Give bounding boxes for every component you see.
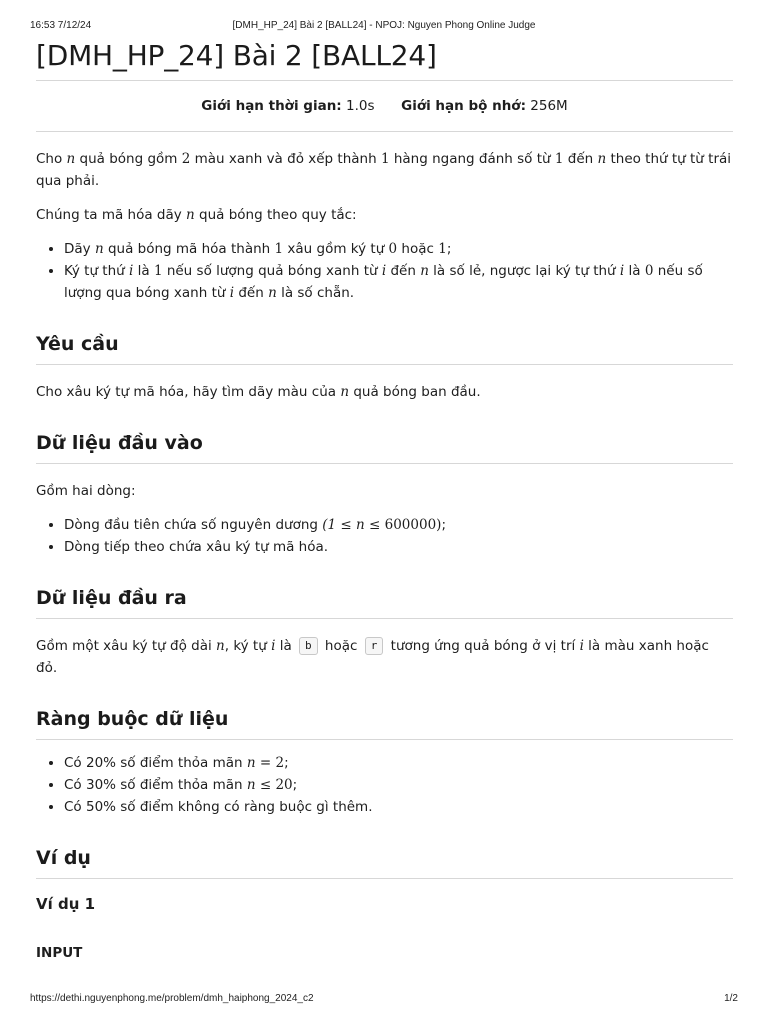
list-item: • Có 20% số điểm thỏa mãn n = 2; [64,752,733,774]
section-constraints [36,705,733,818]
print-footer [30,993,738,1007]
print-header [30,20,738,34]
problem-content [36,36,733,963]
section-divider [36,878,733,879]
encoding-rules-list [36,238,733,304]
list-item: • Có 30% số điểm thỏa mãn n ≤ 20; [64,774,733,796]
example-input-label: INPUT [36,945,83,961]
time-limit-label: Giới hạn thời gian: [201,98,342,114]
constraints-list [36,752,733,818]
section-divider [36,739,733,740]
print-datetime: 16:53 7/12/24 [30,20,92,31]
intro-paragraph-1: Cho n quả bóng gồm 2 màu xanh và đỏ xếp thành 1 hàng ngang đánh số từ 1 đến n theo thứ tự từ trái qua phải. [36,151,732,189]
memory-limit-value: 256M [530,98,568,114]
section-heading: Dữ liệu đầu vào [36,432,203,454]
section-heading: Ví dụ [36,847,91,869]
section-examples [36,844,733,963]
time-limit-value: 1.0s [346,98,375,114]
example-1-heading: Ví dụ 1 [36,895,96,913]
section-heading: Yêu cầu [36,333,119,355]
memory-limit-label: Giới hạn bộ nhớ: [401,98,526,114]
section-yeu-cau [36,330,733,403]
section-divider [36,364,733,365]
section-output [36,584,733,679]
output-text: Gồm một xâu ký tự độ dài n, ký tự i là b hoặc r tương ứng quả bóng ở vị trí i là màu xanh hoặc đỏ. [36,638,709,676]
section-heading: Dữ liệu đầu ra [36,587,187,609]
code-b: b [299,637,318,655]
limits-divider [36,131,733,132]
code-r: r [365,637,384,655]
list-item: • Dòng tiếp theo chứa xâu ký tự mã hóa. [64,536,733,558]
list-item: • Có 50% số điểm không có ràng buộc gì thêm. [64,796,733,818]
list-item: • Dãy n quả bóng mã hóa thành 1 xâu gồm ký tự 0 hoặc 1; [64,238,733,260]
input-lines-list [36,514,733,558]
intro-paragraph-2: Chúng ta mã hóa dãy n quả bóng theo quy tắc: [36,207,357,223]
section-divider [36,463,733,464]
problem-title: [DMH_HP_24] Bài 2 [BALL24] [36,39,437,72]
list-item: • Ký tự thứ i là 1 nếu số lượng quả bóng xanh từ i đến n là số lẻ, ngược lại ký tự thứ i là 0 nếu số lượng qua bóng xanh từ i đến n là số chẵn. [64,260,733,304]
print-doc-title: [DMH_HP_24] Bài 2 [BALL24] - NPOJ: Nguyen Phong Online Judge [232,20,536,31]
section-heading: Ràng buộc dữ liệu [36,708,229,730]
input-text: Gồm hai dòng: [36,483,136,499]
section-input [36,429,733,558]
page-url: https://dethi.nguyenphong.me/problem/dmh_haiphong_2024_c2 [30,993,314,1004]
problem-limits [36,81,733,131]
page-number: 1/2 [724,993,738,1004]
list-item: • Dòng đầu tiên chứa số nguyên dương (1 ≤ n ≤ 600000); [64,514,733,536]
requirement-text: Cho xâu ký tự mã hóa, hãy tìm dãy màu của n quả bóng ban đầu. [36,384,481,400]
section-divider [36,618,733,619]
